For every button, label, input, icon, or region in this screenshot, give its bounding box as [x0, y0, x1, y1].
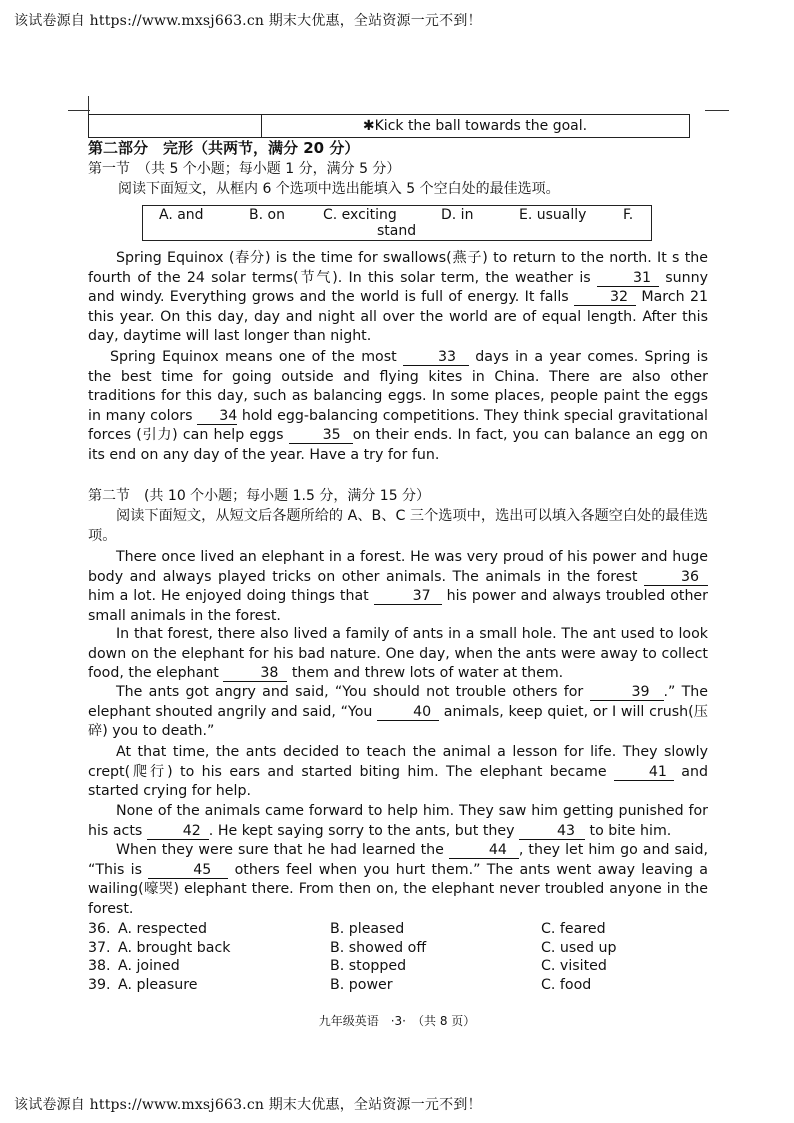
text: When they were sure that he had learned the — [116, 842, 449, 858]
option-a: A. and — [159, 207, 204, 223]
text: sunny and windy. Everything grows and the world is full of energy. It falls — [88, 269, 708, 306]
choice-c[interactable]: C. food — [541, 977, 592, 993]
choice-b[interactable]: B. showed off — [330, 940, 427, 956]
blank-34[interactable]: 34 — [197, 408, 237, 425]
passage1-paragraph1 — [88, 249, 708, 347]
blank-40[interactable]: 40 — [377, 704, 439, 721]
passage1-paragraph2 — [88, 348, 708, 466]
question-number: 38. — [88, 958, 111, 974]
choice-a[interactable]: A. brought back — [118, 940, 231, 956]
choice-b[interactable]: B. stopped — [330, 958, 407, 974]
option-f-word: stand — [377, 223, 417, 239]
text: , they let him go and said, “This is — [88, 842, 709, 878]
text: them and threw lots of water at them. — [287, 665, 564, 682]
passage2-paragraph2 — [88, 625, 708, 684]
blank-41[interactable]: 41 — [614, 764, 674, 781]
watermark-top: 该试卷源自 https://www.mxsj663.cn 期末大优惠，全站资源一元不到！ — [14, 13, 482, 29]
option-d: D. in — [441, 207, 474, 223]
question-number: 36. — [88, 921, 111, 937]
choice-c[interactable]: C. feared — [541, 921, 606, 937]
text: Spring Equinox means one of the most — [110, 349, 403, 365]
passage2-paragraph3 — [88, 683, 708, 742]
text: . He kept saying sorry to the ants, but they — [208, 822, 520, 839]
text: on their ends. In fact, you can balance an egg on its end on any day of the year. Have a try for fun. — [88, 427, 708, 463]
question-number: 39. — [88, 977, 111, 993]
text: his power and always troubled other small animals in the forest. — [88, 588, 708, 624]
section1-title: 第一节 （共 5 个小题；每小题 1 分，满分 5 分） — [88, 161, 401, 177]
passage2-paragraph4 — [88, 743, 708, 802]
option-c: C. exciting — [323, 207, 397, 223]
passage2-paragraph1 — [88, 548, 708, 626]
choice-c[interactable]: C. visited — [541, 958, 607, 974]
task-text: ✱Kick the ball towards the goal. — [362, 118, 588, 134]
text: Spring Equinox (春分) is the time for swallows(燕子) to return to the north. It s the fourth of the 24 solar terms(节气). In this solar term, the weather is — [88, 250, 708, 286]
blank-32[interactable]: 32 — [574, 289, 636, 306]
blank-31[interactable]: 31 — [597, 270, 659, 287]
blank-33[interactable]: 33 — [403, 349, 469, 366]
page-footer: 九年级英语 ·3· （共 8 页） — [318, 1014, 476, 1028]
blank-44[interactable]: 44 — [449, 842, 519, 859]
choice-a[interactable]: A. respected — [118, 921, 207, 937]
section2-title: 第二节 (共 10 个小题；每小题 1.5 分，满分 15 分） — [88, 488, 431, 504]
text: to bite him. — [585, 822, 672, 839]
blank-35[interactable]: 35 — [289, 427, 353, 444]
blank-36[interactable]: 36 — [644, 569, 708, 586]
option-b: B. on — [249, 207, 285, 223]
section1-instructions: 阅读下面短文，从框内 6 个选项中选出能填入 5 个空白处的最佳选项。 — [118, 181, 560, 197]
blank-39[interactable]: 39 — [590, 684, 664, 701]
question-number: 37. — [88, 940, 111, 956]
blank-43[interactable]: 43 — [519, 823, 585, 840]
text: days in a year comes. Spring is the best time for going outside and flying kites in China. There are also other traditions for this day, such as balancing eggs. In some places, people paint the eggs in many colors — [88, 349, 708, 424]
text: There once lived an elephant in a forest. He was very proud of his power and huge body and always played tricks on other animals. The animals in the forest — [88, 549, 708, 585]
blank-38[interactable]: 38 — [223, 665, 287, 682]
option-f: F. — [623, 207, 634, 223]
text: March 21 this year. On this day, day and night all over the world are of equal length. After this day, daytime will last longer than night. — [88, 289, 709, 345]
text: others feel when you hurt them.” The ants went away leaving a wailing(嚎哭) elephant there. From then on, the elephant never troubled anyone in the forest. — [88, 861, 708, 917]
text: him a lot. He enjoyed doing things that — [88, 588, 374, 605]
text: hold egg-balancing competitions. They think special gravitational forces (引力) can help eggs — [88, 407, 708, 444]
choice-a[interactable]: A. joined — [118, 958, 180, 974]
passage2-paragraph5 — [88, 802, 708, 841]
text: In that forest, there also lived a family of ants in a small hole. The ant used to look down on the elephant for his bad nature. One day, when the ants were away to collect food, the elephant — [88, 626, 708, 682]
text: .” The elephant shouted angrily and said, “You — [88, 684, 709, 720]
choice-b[interactable]: B. pleased — [330, 921, 405, 937]
choice-c[interactable]: C. used up — [541, 940, 617, 956]
margin-line-right — [705, 110, 729, 111]
option-e: E. usually — [519, 207, 587, 223]
task-table-row — [88, 114, 690, 138]
section2-instructions: 阅读下面短文，从短文后各题所给的 A、B、C 三个选项中，选出可以填入各题空白处的最佳选项。 — [88, 508, 708, 544]
margin-line-left — [68, 110, 90, 111]
text: The ants got angry and said, “You should not trouble others for — [116, 684, 590, 700]
part-title: 第二部分 完形（共两节，满分 20 分） — [88, 139, 360, 157]
blank-45[interactable]: 45 — [148, 862, 228, 879]
text: None of the animals came forward to help him. They saw him getting punished for his acts — [88, 803, 708, 839]
choice-a[interactable]: A. pleasure — [118, 977, 198, 993]
text: animals, keep quiet, or I will crush(压碎) you to death.” — [88, 703, 708, 740]
blank-42[interactable]: 42 — [147, 823, 209, 840]
text: At that time, the ants decided to teach the animal a lesson for life. They slowly crept(爬行) to his ears and started biting him. The elephant became — [88, 744, 708, 780]
choice-b[interactable]: B. power — [330, 977, 393, 993]
options-box — [142, 205, 652, 241]
blank-37[interactable]: 37 — [374, 588, 442, 605]
table-edge-line — [88, 96, 89, 114]
passage2-paragraph6 — [88, 841, 708, 919]
watermark-bottom: 该试卷源自 https://www.mxsj663.cn 期末大优惠，全站资源一元不到！ — [14, 1097, 482, 1113]
text: and started crying for help. — [88, 763, 708, 800]
